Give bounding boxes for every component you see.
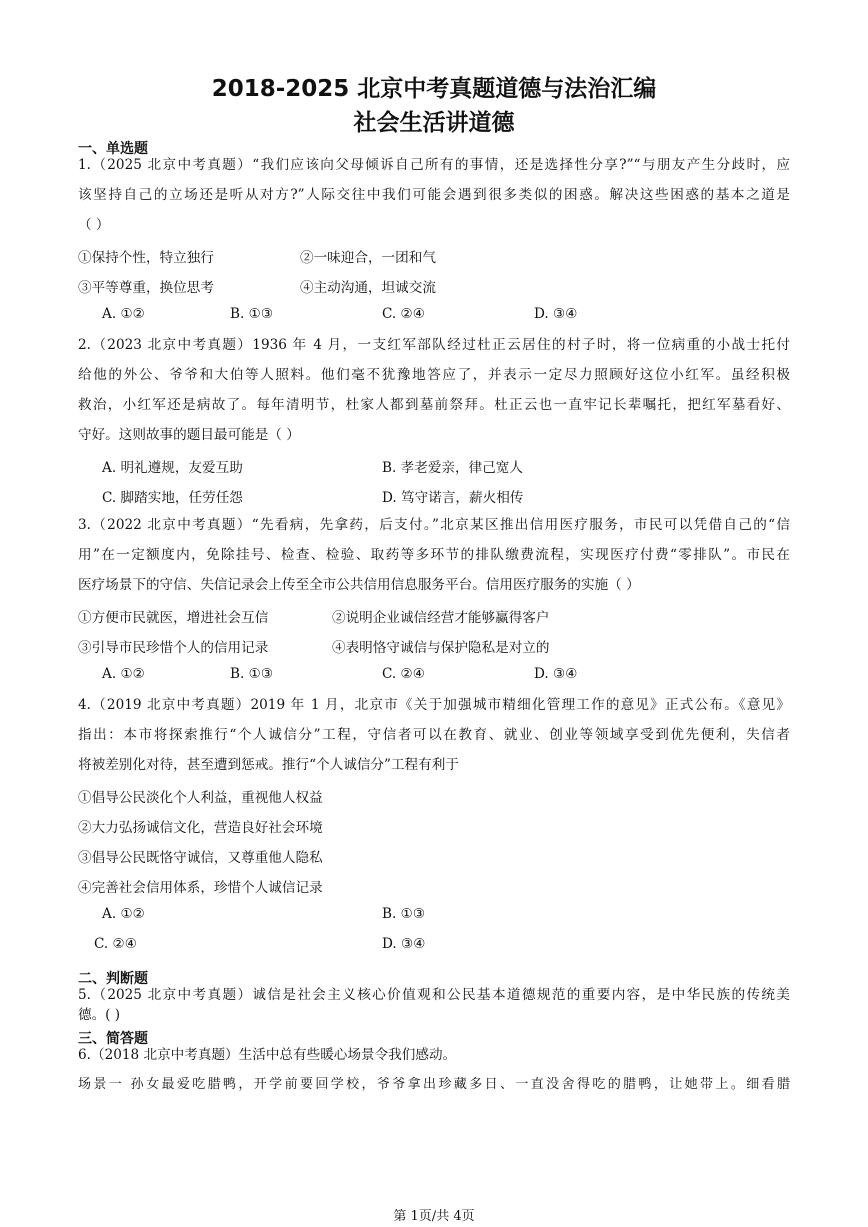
question-2-option-a: A. 明礼遵规，友爱互助 bbox=[102, 460, 243, 476]
question-4-statement-3: ③倡导公民既恪守诚信，又尊重他人隐私 bbox=[78, 850, 323, 866]
question-3-statement-2: ②说明企业诚信经营才能够赢得客户 bbox=[332, 610, 550, 626]
question-1-statement-3: ③平等尊重，换位思考 bbox=[78, 280, 214, 296]
question-2-line-3: 救治，小红军还是病故了。每年清明节，杜家人都到墓前祭拜。杜正云也一直牢记长辈嘱托，把红军墓看好、 bbox=[78, 397, 790, 413]
page-number: 第 1页/共 4页 bbox=[393, 1209, 475, 1224]
question-3-option-a: A. ①② bbox=[102, 666, 145, 682]
section-heading-true-false: 二、判断题 bbox=[78, 971, 148, 987]
question-4-option-c: C. ②④ bbox=[94, 936, 137, 952]
question-2-option-b: B. 孝老爱亲，律己宽人 bbox=[382, 460, 523, 476]
question-4-statement-4: ④完善社会信用体系，珍惜个人诚信记录 bbox=[78, 880, 323, 896]
question-4-statement-2: ②大力弘扬诚信文化，营造良好社会环境 bbox=[78, 820, 323, 836]
question-1-statement-1: ①保持个性，特立独行 bbox=[78, 250, 214, 266]
question-3-line-2: 用”在一定额度内，免除挂号、检查、检验、取药等多环节的排队缴费流程，实现医疗付费“零排队”。市民在 bbox=[78, 547, 790, 563]
section-heading-short-answer: 三、简答题 bbox=[78, 1031, 148, 1047]
question-2-option-c: C. 脚踏实地，任劳任怨 bbox=[102, 490, 243, 506]
question-3-statement-4: ④表明恪守诚信与保护隐私是对立的 bbox=[332, 640, 550, 656]
question-4-option-d: D. ③④ bbox=[382, 936, 426, 952]
question-1-option-c: C. ②④ bbox=[382, 306, 425, 322]
question-3-statement-1: ①方便市民就医，增进社会互信 bbox=[78, 610, 269, 626]
question-4-line-3: 将被差别化对待，甚至遭到惩戒。推行“个人诚信分”工程有利于 bbox=[78, 757, 459, 773]
question-3-option-b: B. ①③ bbox=[230, 666, 274, 682]
question-3-option-c: C. ②④ bbox=[382, 666, 425, 682]
question-4-statement-1: ①倡导公民淡化个人利益，重视他人权益 bbox=[78, 790, 323, 806]
question-2-line-1: 2.（2023 北京中考真题）1936 年 4 月，一支红军部队经过杜正云居住的村子时，将一位病重的小战士托付 bbox=[78, 337, 790, 353]
question-3-option-d: D. ③④ bbox=[534, 666, 578, 682]
question-3-statement-3: ③引导市民珍惜个人的信用记录 bbox=[78, 640, 269, 656]
question-4-option-b: B. ①③ bbox=[382, 906, 426, 922]
question-3-line-3: 医疗场景下的守信、失信记录会上传至全市公共信用信息服务平台。信用医疗服务的实施（ ） bbox=[78, 577, 640, 593]
question-3-line-1: 3.（2022 北京中考真题）“先看病，先拿药，后支付。”北京某区推出信用医疗服务，市民可以凭借自己的“信 bbox=[78, 517, 790, 533]
question-5-line-2: 德。( ) bbox=[78, 1007, 121, 1023]
question-2-option-d: D. 笃守诺言，薪火相传 bbox=[382, 490, 524, 506]
question-4-line-1: 4.（2019 北京中考真题）2019 年 1 月，北京市《关于加强城市精细化管理工作的意见》正式公布。《意见》 bbox=[78, 697, 790, 713]
question-1-option-d: D. ③④ bbox=[534, 306, 578, 322]
document-title-line1: 2018-2025 北京中考真题道德与法治汇编 bbox=[211, 76, 657, 102]
question-4-option-a: A. ①② bbox=[102, 906, 145, 922]
section-heading-single-choice: 一、单选题 bbox=[78, 141, 148, 157]
question-1-option-a: A. ①② bbox=[102, 306, 145, 322]
question-1-line-1: 1.（2025 北京中考真题）“我们应该向父母倾诉自己所有的事情，还是选择性分享?”“与朋友产生分歧时，应 bbox=[78, 157, 790, 173]
question-4-line-2: 指出：本市将探索推行“个人诚信分”工程，守信者可以在教育、就业、创业等领域享受到优先便利，失信者 bbox=[78, 727, 790, 743]
question-5-line-1: 5.（2025 北京中考真题）诚信是社会主义核心价值观和公民基本道德规范的重要内容，是中华民族的传统美 bbox=[78, 987, 790, 1003]
question-6-line-1: 6.（2018 北京中考真题）生活中总有些暖心场景令我们感动。 bbox=[78, 1047, 457, 1063]
question-1-line-2: 该坚持自己的立场还是听从对方?”人际交往中我们可能会遇到很多类似的困惑。解决这些困惑的基本之道是 bbox=[78, 187, 790, 203]
question-2-line-2: 给他的外公、爷爷和大伯等人照料。他们毫不犹豫地答应了，并表示一定尽力照顾好这位小红军。虽经积极 bbox=[78, 367, 790, 383]
question-2-line-4: 守好。这则故事的题目最可能是（ ） bbox=[78, 427, 300, 443]
question-1-option-b: B. ①③ bbox=[230, 306, 274, 322]
question-1-line-3: （ ） bbox=[78, 217, 110, 233]
question-1-statement-2: ②一味迎合，一团和气 bbox=[300, 250, 436, 266]
question-6-line-2: 场景一 孙女最爱吃腊鸭，开学前要回学校，爷爷拿出珍藏多日、一直没舍得吃的腊鸭，让她带上。细看腊 bbox=[78, 1077, 790, 1092]
question-1-statement-4: ④主动沟通，坦诚交流 bbox=[300, 280, 436, 296]
document-title-line2: 社会生活讲道德 bbox=[353, 110, 515, 136]
